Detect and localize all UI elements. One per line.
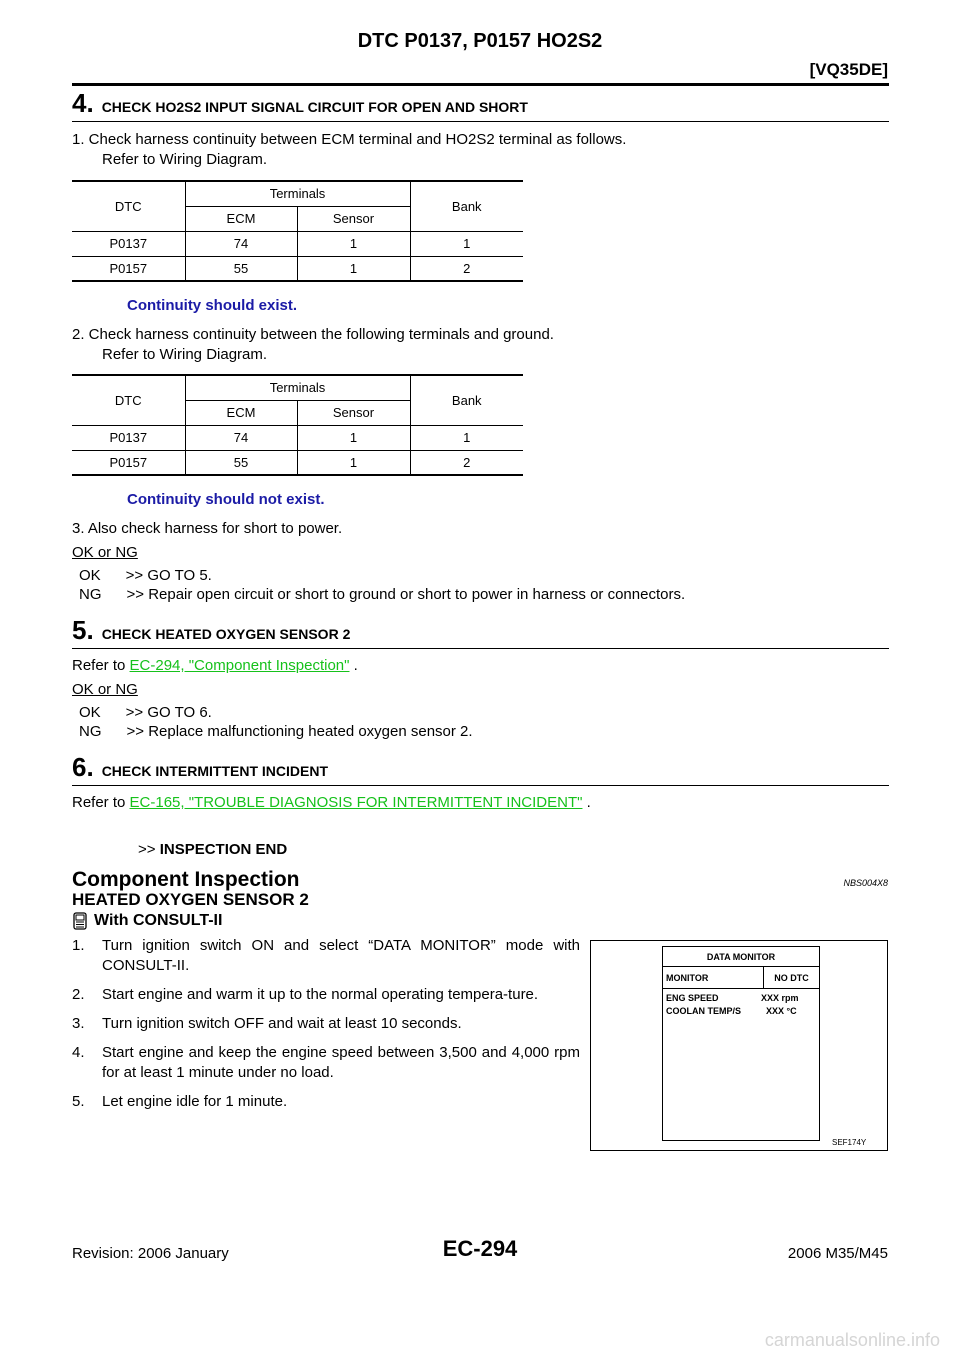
header-sensor: Sensor <box>297 206 410 231</box>
step-number: 3. <box>72 1015 85 1032</box>
screen-title: DATA MONITOR <box>663 947 819 967</box>
eng-speed-value: XXX rpm <box>761 993 799 1003</box>
step-number: 6. <box>72 752 94 782</box>
revision-label: Revision: 2006 January <box>72 1245 229 1262</box>
header-dtc: DTC <box>72 181 185 231</box>
cell-sensor: 1 <box>297 231 410 256</box>
page-number: EC-294 <box>442 1236 518 1261</box>
step-6-rule <box>72 785 889 786</box>
section-code: NBS004X8 <box>843 878 888 888</box>
cell-dtc: P0157 <box>72 450 185 475</box>
cell-bank: 1 <box>410 425 523 450</box>
header-dtc: DTC <box>72 375 185 425</box>
step-4-item-1-ref: Refer to Wiring Diagram. <box>102 151 268 168</box>
step-title: CHECK INTERMITTENT INCIDENT <box>101 763 329 779</box>
cell-dtc: P0137 <box>72 425 185 450</box>
refer-suffix: . <box>582 794 591 811</box>
consult-label: With CONSULT-II <box>94 912 223 929</box>
terminal-table-2 <box>72 374 523 476</box>
step-text: Start engine and keep the engine speed between 3,500 and 4,000 rpm for at least 1 minute under no load. <box>102 1044 580 1081</box>
cell-ecm: 55 <box>185 450 297 475</box>
step-5-reference <box>72 656 358 676</box>
engine-label: [VQ35DE] <box>809 60 888 79</box>
header-terminals: Terminals <box>185 375 410 400</box>
step-5-heading <box>72 615 350 646</box>
screen-status-row <box>663 967 819 989</box>
header-terminals: Terminals <box>185 181 410 206</box>
header-ecm: ECM <box>185 400 297 425</box>
ok-ng-label: OK or NG <box>72 544 138 561</box>
cell-dtc: P0157 <box>72 256 185 281</box>
step-6-reference <box>72 793 591 813</box>
no-dtc-label: NO DTC <box>774 973 809 983</box>
intermittent-incident-link[interactable]: EC-165, "TROUBLE DIAGNOSIS FOR INTERMITTENT INCIDENT" <box>129 794 583 811</box>
step-number: 4. <box>72 88 94 118</box>
inspection-end <box>138 840 287 860</box>
list-item <box>72 1092 580 1112</box>
cell-bank: 2 <box>410 256 523 281</box>
consult-heading <box>72 912 222 930</box>
step-number: 5. <box>72 615 94 645</box>
step-text: Turn ignition switch OFF and wait at least 10 seconds. <box>102 1015 462 1032</box>
step-number: 4. <box>72 1044 85 1061</box>
cell-bank: 1 <box>410 231 523 256</box>
cell-sensor: 1 <box>297 425 410 450</box>
header-bank: Bank <box>410 375 523 425</box>
step-4-item-1: 1. Check harness continuity between ECM terminal and HO2S2 terminal as follows. <box>72 131 627 148</box>
step-text: Start engine and warm it up to the normal operating tempera-ture. <box>102 986 539 1003</box>
cell-sensor: 1 <box>297 450 410 475</box>
list-item <box>72 985 580 1005</box>
data-monitor-screen <box>662 946 820 1141</box>
step-title: CHECK HEATED OXYGEN SENSOR 2 <box>101 626 351 642</box>
table-row <box>72 425 523 450</box>
component-inspection-link[interactable]: EC-294, "Component Inspection" <box>129 657 350 674</box>
list-item <box>72 1043 580 1083</box>
cell-ecm: 74 <box>185 425 297 450</box>
ok-ng-label: OK or NG <box>72 681 138 698</box>
subsection-title: HEATED OXYGEN SENSOR 2 <box>72 890 309 909</box>
refer-suffix: . <box>349 657 358 674</box>
cell-ecm: 74 <box>185 231 297 256</box>
header-rule <box>72 83 889 86</box>
step-6-heading <box>72 752 328 783</box>
step-5-rule <box>72 648 889 649</box>
list-item <box>72 1014 580 1034</box>
step-4-item-2-ref: Refer to Wiring Diagram. <box>102 346 268 363</box>
cell-dtc: P0137 <box>72 231 185 256</box>
result-continuity-exist: Continuity should exist. <box>127 297 298 314</box>
step-4-item-2: 2. Check harness continuity between the following terminals and ground. <box>72 326 554 343</box>
eng-speed-label: ENG SPEED <box>666 993 719 1003</box>
step-number: 5. <box>72 1093 85 1110</box>
step-number: 2. <box>72 986 85 1003</box>
step-4-rule <box>72 121 889 122</box>
end-text: INSPECTION END <box>159 841 288 858</box>
step-4-heading <box>72 88 528 119</box>
refer-label: Refer to <box>72 794 130 811</box>
step-text: Let engine idle for 1 minute. <box>102 1093 288 1110</box>
ok-branch: OK >> GO TO 5. <box>79 567 212 584</box>
watermark: carmanualsonline.info <box>764 1330 940 1350</box>
monitor-label: MONITOR <box>663 967 764 988</box>
result-continuity-not-exist: Continuity should not exist. <box>127 491 325 508</box>
step-text: Turn ignition switch ON and select “DATA MONITOR” mode with CONSULT-II. <box>102 937 580 974</box>
header-bank: Bank <box>410 181 523 231</box>
cell-bank: 2 <box>410 450 523 475</box>
consult-tool-icon <box>72 912 88 930</box>
step-title: CHECK HO2S2 INPUT SIGNAL CIRCUIT FOR OPEN AND SHORT <box>101 99 528 115</box>
table-row <box>72 231 523 256</box>
cell-ecm: 55 <box>185 256 297 281</box>
screen-line <box>663 1003 819 1016</box>
terminal-table-1 <box>72 180 523 282</box>
refer-label: Refer to <box>72 657 130 674</box>
coolant-temp-label: COOLAN TEMP/S <box>666 1006 742 1016</box>
model-label: 2006 M35/M45 <box>787 1245 888 1262</box>
ng-branch: NG >> Repair open circuit or short to ground or short to power in harness or connectors. <box>79 586 686 603</box>
step-4-item-3: 3. Also check harness for short to power. <box>72 520 343 537</box>
screen-line <box>663 989 819 1003</box>
ng-branch: NG >> Replace malfunctioning heated oxygen sensor 2. <box>79 723 473 740</box>
list-item <box>72 936 580 976</box>
header-ecm: ECM <box>185 206 297 231</box>
table-row <box>72 450 523 475</box>
step-number: 1. <box>72 937 85 954</box>
page-title: DTC P0137, P0157 HO2S2 <box>357 30 603 52</box>
header-sensor: Sensor <box>297 400 410 425</box>
figure-code: SEF174Y <box>832 1138 867 1147</box>
cell-sensor: 1 <box>297 256 410 281</box>
procedure-list <box>72 936 580 1121</box>
coolant-temp-value: XXX °C <box>766 1006 797 1016</box>
ok-branch: OK >> GO TO 6. <box>79 704 212 721</box>
table-row <box>72 256 523 281</box>
section-title: Component Inspection <box>72 868 300 891</box>
arrow-label: >> <box>138 841 156 858</box>
